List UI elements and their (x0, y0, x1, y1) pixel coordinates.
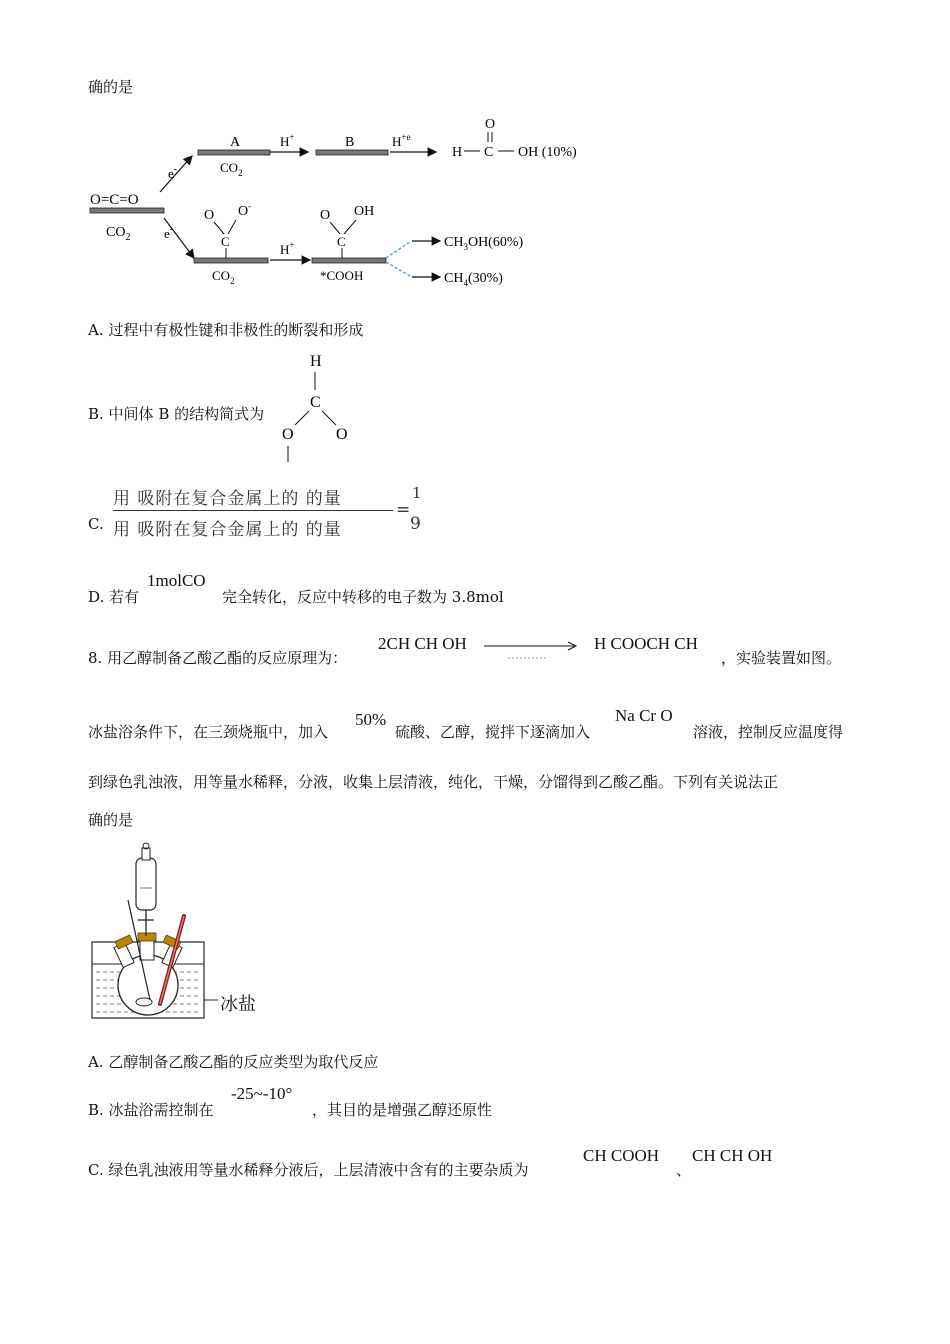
electron-lower: e- (164, 224, 174, 241)
struct-h: H (310, 353, 322, 370)
q8-stem-prefix: 8. 用乙醇制备乙酸乙酯的反应原理为： (88, 649, 348, 667)
q8-option-b-prefix: B. 冰盐浴需控制在 (88, 1101, 214, 1119)
struct-bond-co-right (322, 411, 336, 425)
dropping-funnel (136, 858, 156, 910)
co2-surface-bar (90, 208, 164, 213)
q8-option-c-formula-2: CH CH OH (692, 1146, 773, 1165)
ch3oh-yield: $CH_3OH(60\%)$ (444, 235, 524, 252)
q8-option-b-temp: -25~-10° (231, 1084, 293, 1103)
q7-option-d-suffix: 完全转化，反应中转移的电子数为 3.8mol (222, 588, 504, 606)
q7-option-c-label: C. (88, 515, 104, 533)
reaction-scheme-diagram (80, 108, 620, 298)
q8-line2-b: 硫酸、乙醇，搅拌下逐滴加入 (395, 723, 591, 741)
struct-o-right: O (336, 426, 348, 443)
center-stopper (138, 933, 156, 941)
fraction-denominator: 用 吸附在复合金属上的 的量 (113, 520, 342, 540)
surface-bar-cooh (312, 258, 386, 263)
cooh-bond-2 (344, 220, 356, 234)
struct-o-left: O (282, 426, 294, 443)
q8-product: H COOCH CH (594, 634, 698, 653)
fraction-value-bottom: 9 (410, 514, 421, 534)
q8-na2cr2o7: Na Cr O (615, 706, 673, 725)
fraction-equals: = (396, 500, 411, 520)
surface-bar-a (198, 150, 270, 155)
co2-anion-a: $CO_2$ (220, 160, 243, 178)
cooh-label: *COOH (320, 268, 364, 283)
q8-option-b-suffix: ，其目的是增强乙醇还原性 (312, 1101, 493, 1119)
formic-h: H (452, 145, 463, 160)
int-c2: C (337, 234, 346, 249)
q8-line2-c: 溶液，控制反应温度得 (693, 723, 844, 741)
q8-line2-a: 冰盐浴条件下，在三颈烧瓶中，加入 (88, 723, 329, 741)
h-plus-e: $H^{+e}$ (392, 132, 411, 149)
q8-option-c-separator: 、 (676, 1161, 692, 1179)
int-bond-1 (214, 222, 224, 234)
formic-o-top: O (485, 117, 496, 132)
fraction-numerator: 用 吸附在复合金属上的 的量 (113, 489, 342, 509)
q7-option-d-formula: 1molCO (147, 571, 206, 590)
h-plus-1: H+ (280, 132, 295, 149)
co2-anion-lower: $CO_2$ (212, 268, 235, 286)
reaction-arrow-icon (484, 637, 580, 663)
q8-percent: 50% (355, 710, 387, 729)
q8-reactant: 2CH CH OH (378, 634, 467, 653)
int-c1: C (221, 234, 230, 249)
int-o2: O- (238, 201, 252, 219)
intermediate-b-label: B (345, 135, 355, 150)
continuation-text: 确的是 (88, 78, 134, 96)
option-c-fraction (113, 484, 342, 540)
cooh-bond-1 (330, 222, 340, 234)
surface-bar-co2-anion (194, 258, 268, 263)
intermediate-a-label: A (230, 135, 241, 150)
q7-option-a: A. 过程中有极性键和非极性的断裂和形成 (88, 321, 364, 339)
co2-structure: O=C=O (90, 192, 139, 208)
surface-bar-b (316, 150, 388, 155)
struct-c: C (310, 394, 321, 411)
intermediate-b-structure (278, 350, 358, 468)
q8-stem-suffix: ，实验装置如图。 (721, 649, 842, 667)
electron-upper: e- (168, 164, 178, 181)
int-o3: O (320, 208, 331, 223)
int-bond-2 (228, 220, 236, 234)
funnel-top (142, 848, 150, 860)
h-plus-2: H+ (280, 240, 295, 257)
struct-bond-co-left (295, 411, 309, 425)
fraction-bar (113, 510, 393, 511)
q8-option-c-prefix: C. 绿色乳浊液用等量水稀释分液后，上层清液中含有的主要杂质为 (88, 1161, 529, 1179)
fraction-value-top: 1 (412, 484, 422, 502)
ch4-yield: $CH_4(30\%)$ (444, 271, 503, 288)
q8-line4: 确的是 (88, 811, 134, 829)
formic-c: C (484, 145, 494, 160)
int-o1: O (204, 208, 215, 223)
int-oh: OH (354, 204, 375, 219)
dashed-branch-1 (386, 242, 410, 258)
q7-option-b-label: B. 中间体 B 的结构简式为 (88, 405, 265, 423)
dashed-branch-2 (386, 262, 410, 276)
funnel-stopcock (138, 914, 154, 926)
ice-salt-label: 冰盐 (220, 994, 256, 1015)
q8-option-a: A. 乙醇制备乙酸乙酯的反应类型为取代反应 (88, 1053, 379, 1071)
formic-oh-yield: OH (10%) (518, 145, 577, 160)
q8-line3: 到绿色乳浊液，用等量水稀释，分液，收集上层清液，纯化，干燥，分馏得到乙酸乙酯。下列有关说法正 (88, 773, 779, 791)
q8-option-c-formula-1: CH COOH (583, 1146, 660, 1165)
q7-option-d-prefix: D. 若有 (88, 588, 140, 606)
co2-label: $CO_2$ (106, 225, 131, 243)
